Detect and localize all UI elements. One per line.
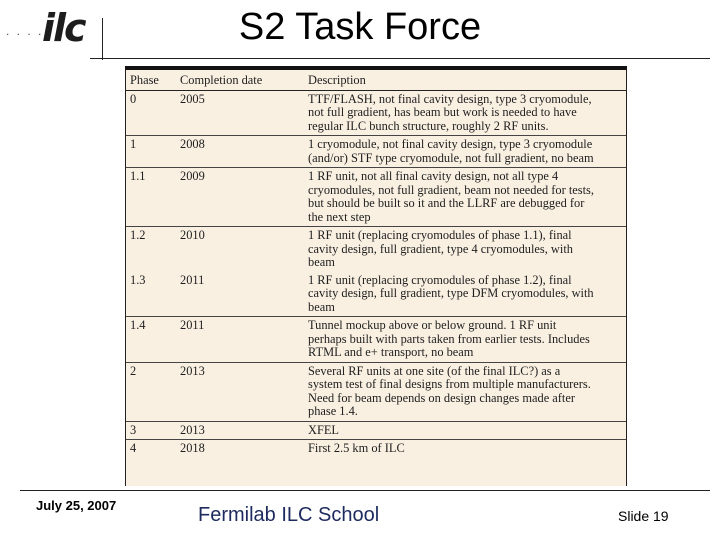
header-phase: Phase	[126, 70, 176, 90]
cell-description-text: Tunnel mockup above or below ground. 1 RF unit perhaps built with parts taken from earlier tests. Includes RTML and e+ transport, no beam	[308, 318, 590, 359]
cell-phase	[126, 272, 176, 317]
cell-phase	[126, 90, 176, 136]
footer-rule	[20, 490, 710, 491]
cell-description-text: 1 RF unit (replacing cryomodules of phase 1.1), final cavity design, full gradient, type 4 cryomodules, with beam	[308, 228, 573, 269]
cell-date	[176, 362, 304, 421]
cell-phase-text: 2	[130, 363, 137, 378]
cell-date-text: 2009	[180, 169, 205, 183]
cell-phase-text: 1.3	[130, 272, 146, 287]
footer-date: July 25, 2007	[36, 498, 117, 513]
cell-date-text: 2005	[180, 91, 205, 106]
table-row	[126, 272, 626, 317]
cell-description	[304, 362, 626, 421]
cell-date-text: 2010	[180, 228, 205, 242]
cell-phase	[126, 168, 176, 227]
table-header-row	[126, 70, 626, 90]
logo-dots: . . . . .	[6, 24, 55, 38]
cell-date-text: 2011	[180, 318, 205, 332]
table-row	[126, 440, 626, 458]
cell-phase-text: 0	[130, 91, 137, 106]
logo-text: ilc	[42, 6, 85, 50]
cell-description-text: First 2.5 km of ILC	[308, 441, 405, 455]
table-row	[126, 90, 626, 136]
cell-description	[304, 168, 626, 227]
cell-phase-text: 1.1	[130, 169, 146, 183]
cell-description	[304, 136, 626, 168]
cell-description-text: 1 RF unit (replacing cryomodules of phase 1.2), final cavity design, full gradient, type DFM cryomodules, with beam	[308, 272, 594, 314]
cell-description	[304, 317, 626, 363]
cell-date	[176, 136, 304, 168]
footer-school: Fermilab ILC School	[198, 504, 380, 526]
table-row	[126, 317, 626, 363]
cell-description	[304, 90, 626, 136]
header-completion-date: Completion date	[176, 70, 304, 90]
cell-date	[176, 90, 304, 136]
ilc-logo	[4, 6, 86, 56]
cell-date	[176, 227, 304, 272]
phase-table	[126, 70, 626, 458]
cell-phase-text: 1.4	[130, 318, 146, 332]
cell-date	[176, 317, 304, 363]
cell-description-text: TTF/FLASH, not final cavity design, type 3 cryomodule, not full gradient, has beam but work is needed to have regular ILC bunch structure, roughly 2 RF units.	[308, 91, 592, 133]
table-row	[126, 362, 626, 421]
cell-phase	[126, 136, 176, 168]
cell-description-text: 1 cryomodule, not final cavity design, type 3 cryomodule (and/or) STF type cryomodule, not full gradient, no beam	[308, 137, 594, 165]
cell-phase-text: 1	[130, 137, 137, 151]
cell-date	[176, 168, 304, 227]
cell-date	[176, 421, 304, 440]
cell-phase-text: 1.2	[130, 228, 146, 242]
header-rule	[90, 58, 710, 59]
cell-description	[304, 421, 626, 440]
cell-phase-text: 3	[130, 422, 137, 437]
slide-number: Slide 19	[618, 508, 669, 524]
table-body	[126, 90, 626, 458]
cell-description-text: Several RF units at one site (of the final ILC?) as a system test of final designs from multiple manufacturers. Need for beam depends on design changes made after phase 1.4.	[308, 363, 591, 418]
cell-description	[304, 272, 626, 317]
slide-title: S2 Task Force	[238, 6, 482, 48]
table-row	[126, 168, 626, 227]
cell-description-text: XFEL	[308, 422, 339, 437]
cell-description-text: 1 RF unit, not all final cavity design, not all type 4 cryomodules, not full gradient, beam not needed for tests, but should be built so it and the LLRF are debugged for the next step	[308, 169, 594, 224]
cell-description	[304, 227, 626, 272]
cell-phase	[126, 421, 176, 440]
cell-date-text: 2013	[180, 422, 205, 437]
table-row	[126, 227, 626, 272]
header-description: Description	[304, 70, 626, 90]
cell-phase	[126, 362, 176, 421]
cell-phase	[126, 227, 176, 272]
cell-phase	[126, 440, 176, 458]
cell-date-text: 2008	[180, 137, 205, 151]
cell-phase-text: 4	[130, 441, 137, 455]
table-row	[126, 136, 626, 168]
cell-date-text: 2018	[180, 441, 205, 455]
cell-date	[176, 272, 304, 317]
table-row	[126, 421, 626, 440]
phase-table-image	[125, 66, 627, 486]
cell-description	[304, 440, 626, 458]
cell-date	[176, 440, 304, 458]
cell-date-text: 2013	[180, 363, 205, 378]
cell-phase	[126, 317, 176, 363]
cell-date-text: 2011	[180, 272, 205, 287]
